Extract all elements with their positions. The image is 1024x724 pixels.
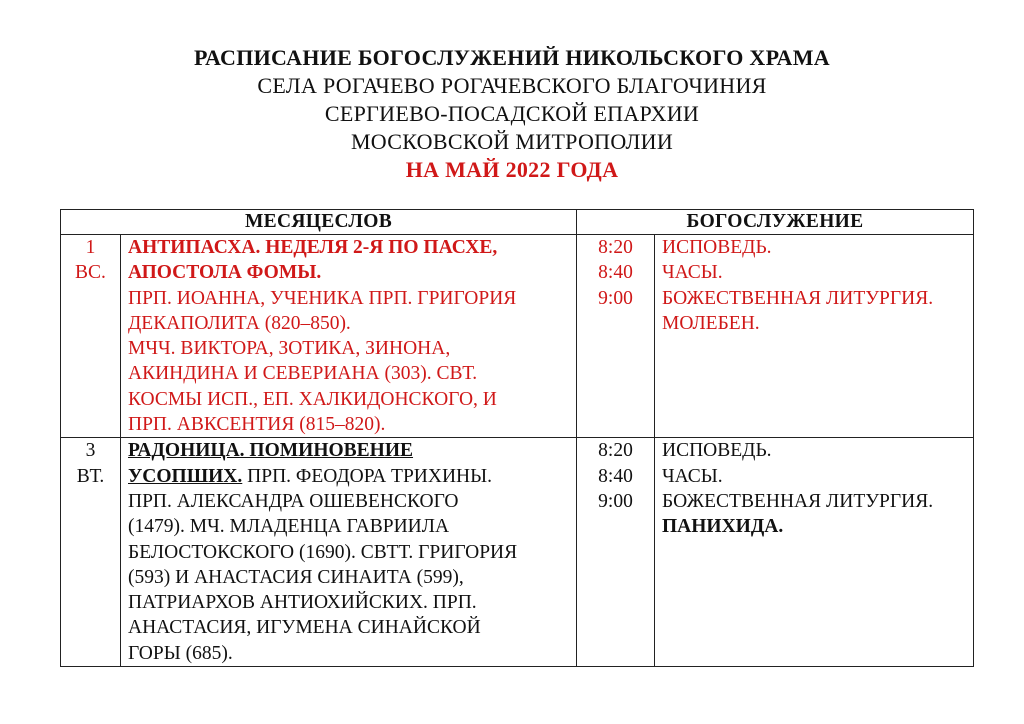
saint-line: АКИНДИНА И СЕВЕРИАНА (303). СВТ. <box>128 363 478 385</box>
feast-title: РАДОНИЦА. ПОМИНОВЕНИЕ <box>128 440 414 462</box>
table-row <box>61 438 974 667</box>
saint-line: КОСМЫ ИСП., ЕП. ХАЛКИДОНСКОГО, И <box>128 388 497 410</box>
service-name: БОЖЕСТВЕННАЯ ЛИТУРГИЯ. <box>662 287 934 309</box>
column-header-service: БОГОСЛУЖЕНИЕ <box>577 210 974 235</box>
schedule-table <box>60 209 974 667</box>
saint-line: ПАТРИАРХОВ АНТИОХИЙСКИХ. ПРП. <box>128 592 477 614</box>
saint-line: (1479). МЧ. МЛАДЕНЦА ГАВРИИЛА <box>128 516 450 538</box>
menaion-cell <box>121 438 577 667</box>
saint-line: АНАСТАСИЯ, ИГУМЕНА СИНАЙСКОЙ <box>128 617 481 639</box>
weekday: ВС. <box>75 262 106 284</box>
service-name: ИСПОВЕДЬ. <box>662 440 772 462</box>
saint-line: ПРП. АВКСЕНТИЯ (815–820). <box>128 414 386 436</box>
document-header <box>0 44 1024 184</box>
saint-line: ПРП. ФЕОДОРА ТРИХИНЫ. <box>242 465 493 487</box>
service-name: ЧАСЫ. <box>662 465 723 487</box>
service-time: 8:20 <box>598 440 633 462</box>
service-cell <box>655 235 974 438</box>
table-row <box>61 235 974 438</box>
header-line-metropolis: МОСКОВСКОЙ МИТРОПОЛИИ <box>350 129 674 154</box>
saint-line: ГОРЫ (685). <box>128 642 233 664</box>
service-name: ПАНИХИДА. <box>662 516 784 538</box>
date-cell <box>61 438 121 667</box>
service-time: 9:00 <box>598 287 633 309</box>
saint-line: ПРП. АЛЕКСАНДРА ОШЕВЕНСКОГО <box>128 490 459 512</box>
service-cell <box>655 438 974 667</box>
service-name: МОЛЕБЕН. <box>662 312 760 334</box>
weekday: ВТ. <box>76 465 105 487</box>
service-time: 8:40 <box>598 465 633 487</box>
header-line-eparchy: СЕРГИЕВО-ПОСАДСКОЙ ЕПАРХИИ <box>324 101 700 126</box>
feast-title-cont: АПОСТОЛА ФОМЫ. <box>128 262 322 284</box>
saint-line: БЕЛОСТОКСКОГО (1690). СВТТ. ГРИГОРИЯ <box>128 541 518 563</box>
saint-line: МЧЧ. ВИКТОРА, ЗОТИКА, ЗИНОНА, <box>128 338 451 360</box>
day-number: 3 <box>85 440 96 462</box>
header-title: РАСПИСАНИЕ БОГОСЛУЖЕНИЙ НИКОЛЬСКОГО ХРАМА <box>194 45 830 70</box>
feast-title-cont: УСОПШИХ. <box>128 465 243 487</box>
service-name: ЧАСЫ. <box>662 262 723 284</box>
menaion-cell <box>121 235 577 438</box>
feast-title: АНТИПАСХА. НЕДЕЛЯ 2-Я ПО ПАСХЕ, <box>128 237 498 258</box>
date-cell <box>61 235 121 438</box>
service-name: ИСПОВЕДЬ. <box>662 237 772 258</box>
service-time: 8:20 <box>598 237 633 258</box>
table-header-row <box>61 210 974 235</box>
saint-line: (593) И АНАСТАСИЯ СИНАИТА (599), <box>128 566 464 588</box>
column-header-menaion: МЕСЯЦЕСЛОВ <box>61 210 577 235</box>
service-time: 8:40 <box>598 262 633 284</box>
header-line-village: СЕЛА РОГАЧЕВО РОГАЧЕВСКОГО БЛАГОЧИНИЯ <box>257 73 767 98</box>
saint-line: ПРП. ИОАННА, УЧЕНИКА ПРП. ГРИГОРИЯ <box>128 287 517 309</box>
service-name: БОЖЕСТВЕННАЯ ЛИТУРГИЯ. <box>662 490 934 512</box>
time-cell <box>577 438 655 667</box>
time-cell <box>577 235 655 438</box>
day-number: 1 <box>85 237 96 258</box>
service-time: 9:00 <box>598 490 633 512</box>
header-month: НА МАЙ 2022 ГОДА <box>405 157 619 182</box>
saint-line: ДЕКАПОЛИТА (820–850). <box>128 312 351 334</box>
